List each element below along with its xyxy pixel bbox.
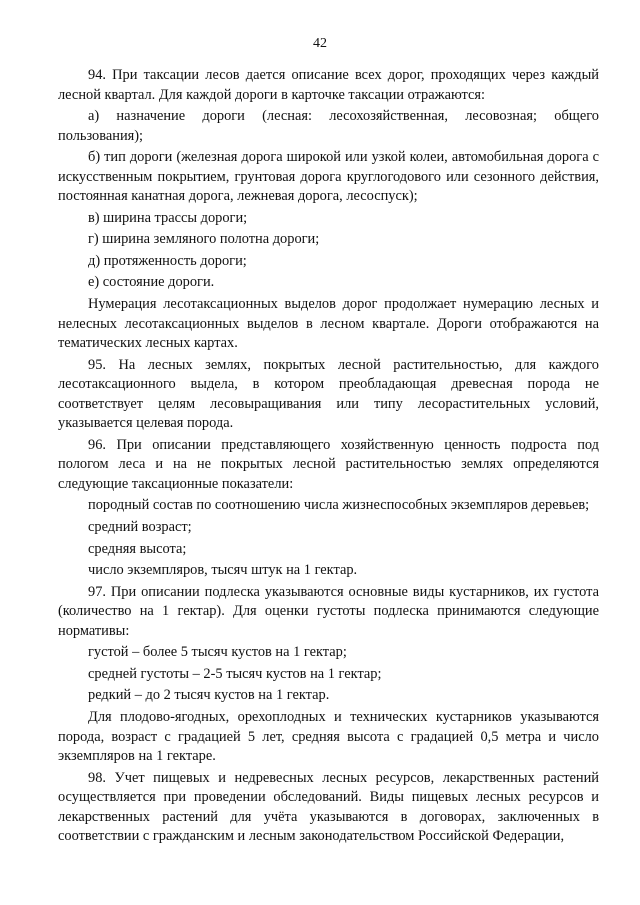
paragraph-numbering: Нумерация лесотаксационных выделов дорог продолжает нумерацию лесных и нелесных лесотаксационных выделов в лесном квартале. Дороги отображаются на тематических лесных картах. <box>58 296 599 352</box>
document-body <box>58 66 599 847</box>
paragraph-98: 98. Учет пищевых и недревесных лесных ресурсов, лекарственных растений осуществляется при проведении обследований. Виды пищевых лесных ресурсов и лекарственных растений для учёта указываются в договорах, заключенных в соответствии с гражданским и лесным законодательством Российской Федерации, <box>58 769 599 845</box>
list-item-v: в) ширина трассы дороги; <box>88 209 248 226</box>
indicator-height: средняя высота; <box>88 540 187 557</box>
norm-dense: густой – более 5 тысяч кустов на 1 гектар; <box>88 644 347 661</box>
list-item-d: д) протяженность дороги; <box>88 252 247 269</box>
list-item-a: а) назначение дороги (лесная: лесохозяйственная, лесовозная; общего пользования); <box>58 108 599 144</box>
list-item-b: б) тип дороги (железная дорога широкой или узкой колеи, автомобильная дорога с искусственным покрытием, грунтовая дорога круглогодового или сезонного действия, постоянная канатная дорога, лежневая дорога, лесоспуск); <box>58 149 599 205</box>
list-item-g: г) ширина земляного полотна дороги; <box>88 231 320 248</box>
norm-sparse: редкий – до 2 тысяч кустов на 1 гектар. <box>88 687 330 704</box>
paragraph-95: 95. На лесных землях, покрытых лесной растительностью, для каждого лесотаксационного выдела, в котором преобладающая древесная порода не соответствует целям лесовыращивания или типу лесорастительных условий, указывается целевая порода. <box>58 356 599 432</box>
paragraph-97: 97. При описании подлеска указываются основные виды кустарников, их густота (количество на 1 гектар). Для оценки густоты подлеска принимаются следующие нормативы: <box>58 583 599 639</box>
indicator-age: средний возраст; <box>88 519 192 536</box>
page-number: 42 <box>313 36 327 51</box>
paragraph-94: 94. При таксации лесов дается описание всех дорог, проходящих через каждый лесной квартал. Для каждой дороги в карточке таксации отражаются: <box>58 67 599 103</box>
list-item-e: е) состояние дороги. <box>88 274 215 291</box>
paragraph-96: 96. При описании представляющего хозяйственную ценность подроста под пологом леса и на не покрытых лесной растительностью землях определяются следующие таксационные показатели: <box>58 436 599 492</box>
norm-medium: средней густоты – 2-5 тысяч кустов на 1 гектар; <box>88 665 382 682</box>
indicator-composition: породный состав по соотношению числа жизнеспособных экземпляров деревьев; <box>88 497 590 514</box>
paragraph-shrubs: Для плодово-ягодных, орехоплодных и технических кустарников указываются порода, возраст с градацией 5 лет, средняя высота с градацией 0,5 метра и число экземпляров на 1 гектаре. <box>58 708 599 765</box>
indicator-count: число экземпляров, тысяч штук на 1 гектар. <box>88 562 358 579</box>
